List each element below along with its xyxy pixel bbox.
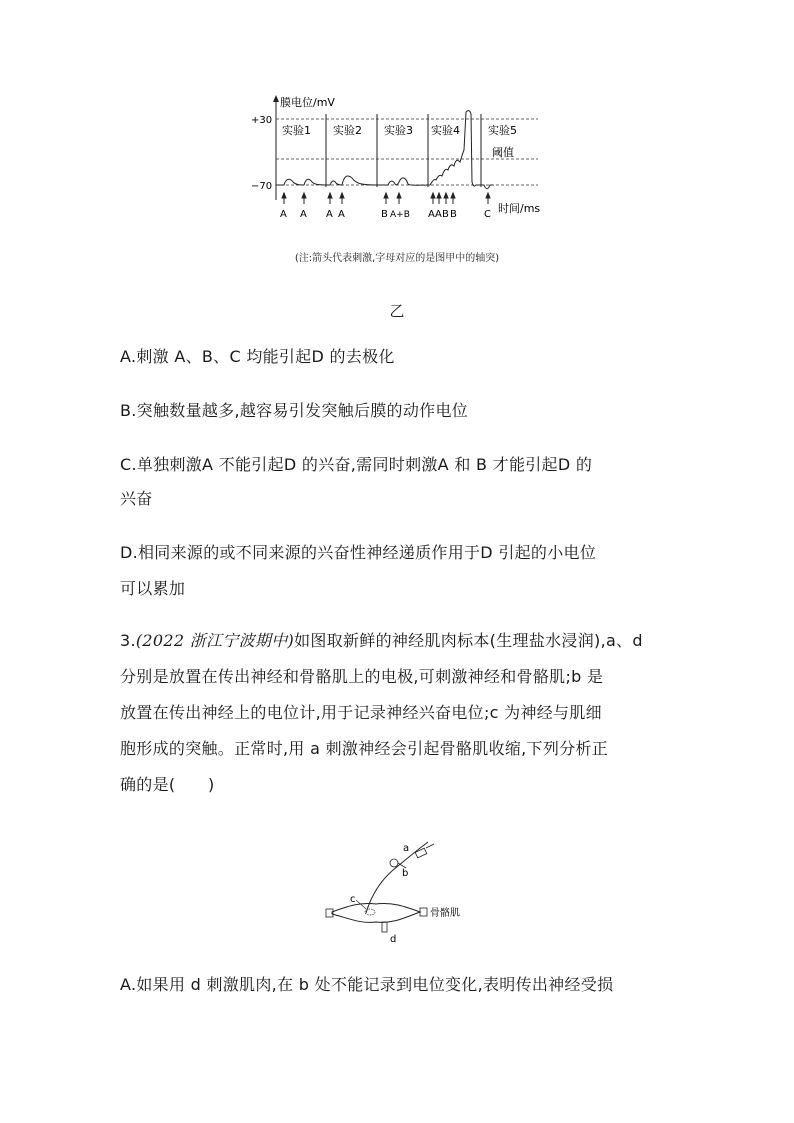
q2-option-d-line1: D.相同来源的或不同来源的兴奋性神经递质作用于D 引起的小电位: [120, 543, 597, 562]
q3-number: 3.: [120, 631, 136, 650]
q3-line4: 胞形成的突触。正常时,用 a 刺激神经会引起骨骼肌收缩,下列分析正: [120, 739, 609, 758]
label-d: d: [390, 934, 397, 945]
threshold-label: 阈值: [492, 146, 514, 159]
stim-label: A: [338, 209, 345, 220]
potential-trace: [276, 111, 493, 189]
stim-label: A: [326, 209, 333, 220]
y-tick-top: +30: [251, 115, 273, 126]
q2-option-c-line1: C.单独刺激A 不能引起D 的兴奋,需同时刺激A 和 B 才能引起D 的: [120, 455, 593, 474]
stim-label: C: [484, 209, 491, 220]
y-tick-bottom: −70: [251, 181, 273, 192]
stim-label: A: [300, 209, 307, 220]
electrode-d: [382, 922, 387, 932]
x-axis-label: 时间/ms: [498, 202, 541, 215]
q2-option-a: A.刺激 A、B、C 均能引起D 的去极化: [120, 347, 395, 366]
y-axis-arrow: [273, 95, 279, 102]
stimulus-arrows: [282, 193, 490, 204]
stim-label: A: [280, 209, 287, 220]
figure-note: (注:箭头代表刺激,字母对应的是图甲中的轴突): [294, 253, 500, 264]
muscle-label: 骨骼肌: [430, 908, 460, 919]
electrode-a: [415, 848, 427, 858]
nerve: [366, 842, 428, 913]
muscle: [332, 903, 420, 922]
label-c: c: [350, 894, 356, 905]
q3-line3: 放置在传出神经上的电位计,用于记录神经兴奋电位;c 为神经与肌细: [120, 703, 602, 722]
stimulus-labels: [280, 209, 491, 220]
exp-label-4: 实验4: [431, 124, 460, 137]
stim-label: B: [450, 209, 457, 220]
q2-option-c-line2: 兴奋: [120, 489, 153, 508]
figure-caption: 乙: [389, 302, 405, 320]
stim-label: A+B: [390, 210, 410, 220]
q3-line2: 分别是放置在传出神经和骨骼肌上的电极,可刺激神经和骨骼肌;b 是: [120, 667, 604, 686]
nerve-muscle-figure: [320, 838, 480, 948]
q3-line1: [120, 626, 710, 656]
label-a: a: [403, 843, 410, 854]
exp-label-5: 实验5: [488, 124, 517, 137]
y-axis-label: 膜电位/mV: [280, 96, 335, 109]
stim-label: A: [435, 209, 442, 220]
label-b: b: [402, 868, 409, 879]
exp-label-3: 实验3: [384, 124, 413, 137]
q3-line1-text: 如图取新鲜的神经肌肉标本(生理盐水浸润),a、d: [294, 631, 643, 650]
q2-option-b: B.突触数量越多,越容易引发突触后膜的动作电位: [120, 401, 469, 420]
q2-option-d-line2: 可以累加: [120, 579, 186, 598]
stim-label: B: [442, 209, 449, 220]
membrane-potential-figure: [248, 92, 548, 222]
exp-label-2: 实验2: [333, 124, 362, 137]
meter-b: [390, 859, 398, 867]
q3-source: (2022 浙江宁波期中): [135, 631, 295, 650]
q3-option-a: A.如果用 d 刺激肌肉,在 b 处不能记录到电位变化,表明传出神经受损: [120, 975, 614, 994]
q3-line5: 确的是( ): [120, 775, 215, 794]
stim-label: A: [428, 209, 435, 220]
exp-label-1: 实验1: [282, 124, 311, 137]
stim-label: B: [381, 209, 388, 220]
